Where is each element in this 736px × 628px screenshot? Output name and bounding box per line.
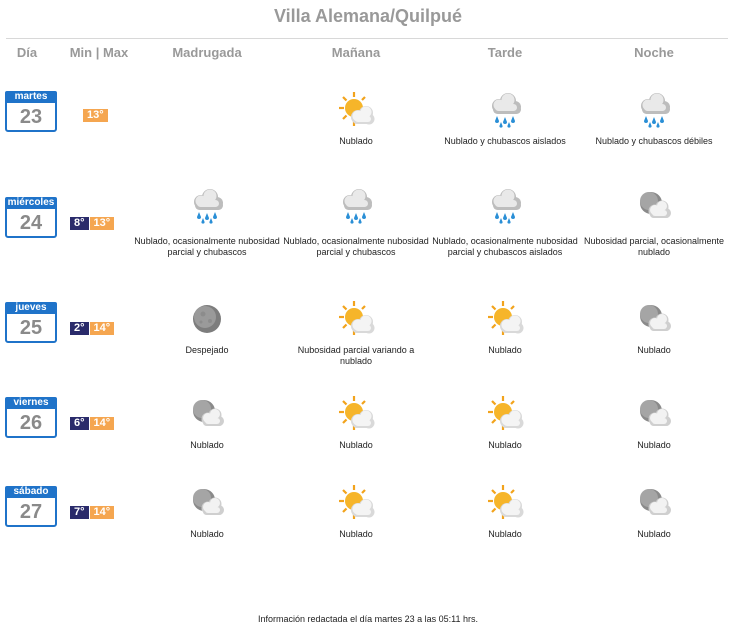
forecast-description: Nublado xyxy=(190,440,224,450)
day-calendar-badge xyxy=(5,487,57,527)
forecast-description: Nublado xyxy=(637,345,671,355)
cloud-rain-icon xyxy=(485,186,525,226)
forecast-description: Nublado xyxy=(339,440,373,450)
header-min-max: Min | Max xyxy=(69,45,129,60)
temp-max: 13° xyxy=(83,109,108,122)
temperature-range xyxy=(70,506,114,519)
day-calendar-badge xyxy=(5,92,57,132)
header-divider xyxy=(6,38,728,39)
sun-cloud-icon xyxy=(336,394,376,434)
day-number: 27 xyxy=(19,501,43,523)
header-dia: Día xyxy=(16,45,38,60)
day-number: 25 xyxy=(19,317,43,339)
day-name: martes xyxy=(5,91,57,103)
forecast-description: Nublado xyxy=(488,440,522,450)
cloud-rain-icon xyxy=(187,186,227,226)
header-tarde: Tarde xyxy=(487,45,523,60)
forecast-description: Nublado xyxy=(488,529,522,539)
temp-max: 14° xyxy=(90,417,115,430)
forecast-description: Nublado xyxy=(339,529,373,539)
page-title: Villa Alemana/Quilpué xyxy=(273,6,463,26)
moon-cloud-icon xyxy=(187,483,227,523)
temperature-range xyxy=(82,109,108,122)
cloud-rain-icon xyxy=(485,90,525,130)
moon-cloud-icon xyxy=(634,186,674,226)
temperature-range xyxy=(70,217,114,230)
day-calendar-badge xyxy=(5,198,57,238)
sun-cloud-icon xyxy=(336,90,376,130)
temp-max: 14° xyxy=(90,322,115,335)
forecast-description: Nublado xyxy=(637,529,671,539)
moon-cloud-icon xyxy=(634,483,674,523)
forecast-description: Nublado y chubascos débiles xyxy=(595,136,713,146)
forecast-description: Nublado, ocasionalmente nubosidad parcial y chubascos aislados xyxy=(432,236,578,257)
temperature-range xyxy=(70,417,114,430)
forecast-description: Despejado xyxy=(185,345,229,355)
forecast-description: Nublado xyxy=(190,529,224,539)
temp-min: 6° xyxy=(70,417,89,430)
sun-cloud-icon xyxy=(485,483,525,523)
forecast-description: Nubosidad parcial, ocasionalmente nublado xyxy=(583,236,725,257)
day-number: 26 xyxy=(19,412,43,434)
forecast-description: Nublado y chubascos aislados xyxy=(444,136,566,146)
temp-max: 13° xyxy=(90,217,115,230)
sun-cloud-icon xyxy=(485,394,525,434)
temp-max: 14° xyxy=(90,506,115,519)
cloud-rain-icon xyxy=(336,186,376,226)
day-name: miércoles xyxy=(5,197,57,209)
moon-cloud-icon xyxy=(634,299,674,339)
header-noche: Noche xyxy=(634,45,674,60)
forecast-description: Nublado, ocasionalmente nubosidad parcial y chubascos xyxy=(134,236,280,257)
header-madrugada: Madrugada xyxy=(172,45,242,60)
moon-cloud-icon xyxy=(634,394,674,434)
forecast-description: Nubosidad parcial variando a nublado xyxy=(297,345,415,366)
forecast-description: Nublado, ocasionalmente nubosidad parcial y chubascos xyxy=(283,236,429,257)
forecast-description: Nublado xyxy=(488,345,522,355)
day-number: 24 xyxy=(19,212,43,234)
day-calendar-badge xyxy=(5,303,57,343)
temp-min: 7° xyxy=(70,506,89,519)
temp-min: 2° xyxy=(70,322,89,335)
forecast-description: Nublado xyxy=(637,440,671,450)
moon-clear-icon xyxy=(187,299,227,339)
temperature-range xyxy=(70,322,114,335)
forecast-description: Nublado xyxy=(339,136,373,146)
sun-cloud-icon xyxy=(336,483,376,523)
day-number: 23 xyxy=(19,106,43,128)
moon-cloud-icon xyxy=(187,394,227,434)
footer-note: Información redactada el día martes 23 a las 05:11 hrs. xyxy=(258,614,478,624)
day-calendar-badge xyxy=(5,398,57,438)
day-name: sábado xyxy=(5,486,57,498)
temp-min: 8° xyxy=(70,217,89,230)
header-manana: Mañana xyxy=(331,45,381,60)
day-name: viernes xyxy=(5,397,57,409)
day-name: jueves xyxy=(5,302,57,314)
sun-cloud-icon xyxy=(336,299,376,339)
sun-cloud-icon xyxy=(485,299,525,339)
cloud-rain-icon xyxy=(634,90,674,130)
